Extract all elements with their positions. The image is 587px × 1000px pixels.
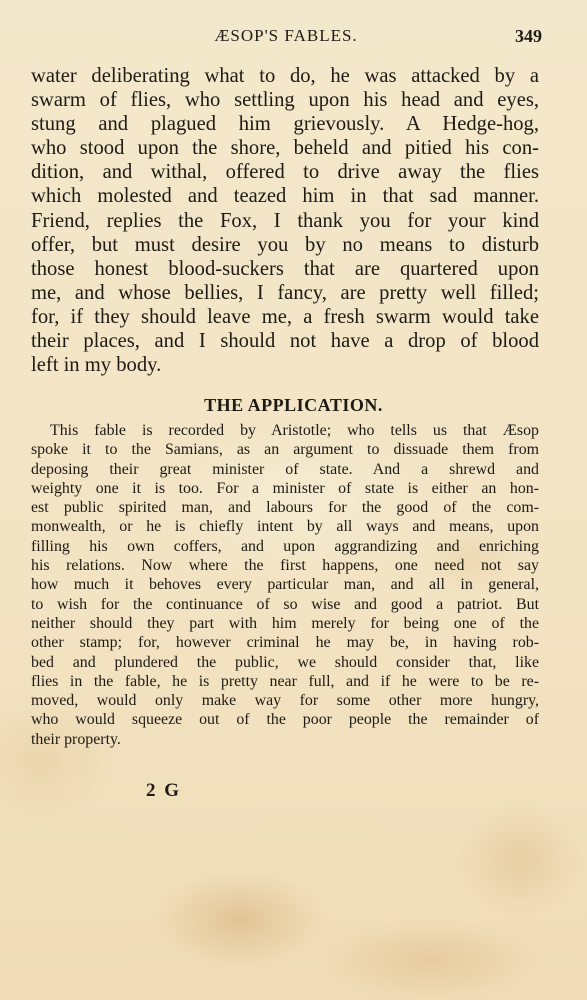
text-line: other stamp; for, however criminal he may be, in having rob- — [31, 634, 539, 652]
page-number: 349 — [515, 26, 542, 46]
text-line: weighty one it is too. For a minister of state is either an hon- — [31, 479, 539, 497]
text-line: water deliberating what to do, he was attacked by a — [31, 65, 539, 87]
page-header — [30, 26, 542, 50]
text-line: monwealth, or he is chiefly intent by all ways and means, upon — [31, 518, 539, 536]
text-line: who would squeeze out of the poor people the remainder of — [31, 711, 539, 729]
text-line: which molested and teazed him in that sad manner. — [31, 185, 539, 208]
signature-mark: 2 G — [146, 780, 182, 801]
text-line: swarm of flies, who settling upon his head and eyes, — [31, 89, 539, 112]
text-line: This fable is recorded by Aristotle; who tells us that Æsop — [50, 422, 539, 439]
text-line: who stood upon the shore, beheld and pitied his con- — [31, 137, 539, 160]
text-line: his relations. Now where the first happens, one need not say — [31, 557, 539, 575]
text-line: me, and whose bellies, I fancy, are pretty well filled; — [31, 281, 539, 304]
text-line: neither should they part with him merely for being one of the — [31, 614, 539, 632]
text-line: those honest blood-suckers that are quartered upon — [31, 257, 539, 280]
text-line: bed and plundered the public, we should consider that, like — [31, 653, 539, 671]
text-line: their property. — [31, 730, 121, 748]
application-text — [31, 421, 539, 749]
text-line: offer, but must desire you by no means to disturb — [31, 233, 539, 256]
text-line: filling his own coffers, and upon aggrandizing and enriching — [31, 537, 539, 555]
text-line: flies in the fable, he is pretty near full, and if he were to be re- — [31, 672, 539, 690]
text-line: how much it behoves every particular man, and all in general, — [31, 576, 539, 594]
text-line: left in my body. — [31, 354, 162, 377]
text-line: to wish for the continuance of so wise and good a patriot. But — [31, 595, 539, 613]
fable-text — [31, 64, 539, 377]
text-line: moved, would only make way for some other more hungry, — [31, 692, 539, 710]
text-line: stung and plagued him grievously. A Hedge-hog, — [31, 113, 539, 136]
text-line: spoke it to the Samians, as an argument to dissuade them from — [31, 441, 539, 459]
running-title: ÆSOP'S FABLES. — [214, 26, 358, 45]
application-heading: THE APPLICATION. — [204, 395, 383, 415]
text-line: for, if they should leave me, a fresh swarm would take — [31, 305, 539, 328]
text-line: Friend, replies the Fox, I thank you for your kind — [31, 209, 539, 232]
text-line: est public spirited man, and labours for the good of the com- — [31, 499, 539, 517]
text-line: deposing their great minister of state. And a shrewd and — [31, 460, 539, 478]
text-line: dition, and withal, offered to drive away the flies — [31, 161, 539, 184]
text-line: their places, and I should not have a drop of blood — [31, 330, 539, 353]
